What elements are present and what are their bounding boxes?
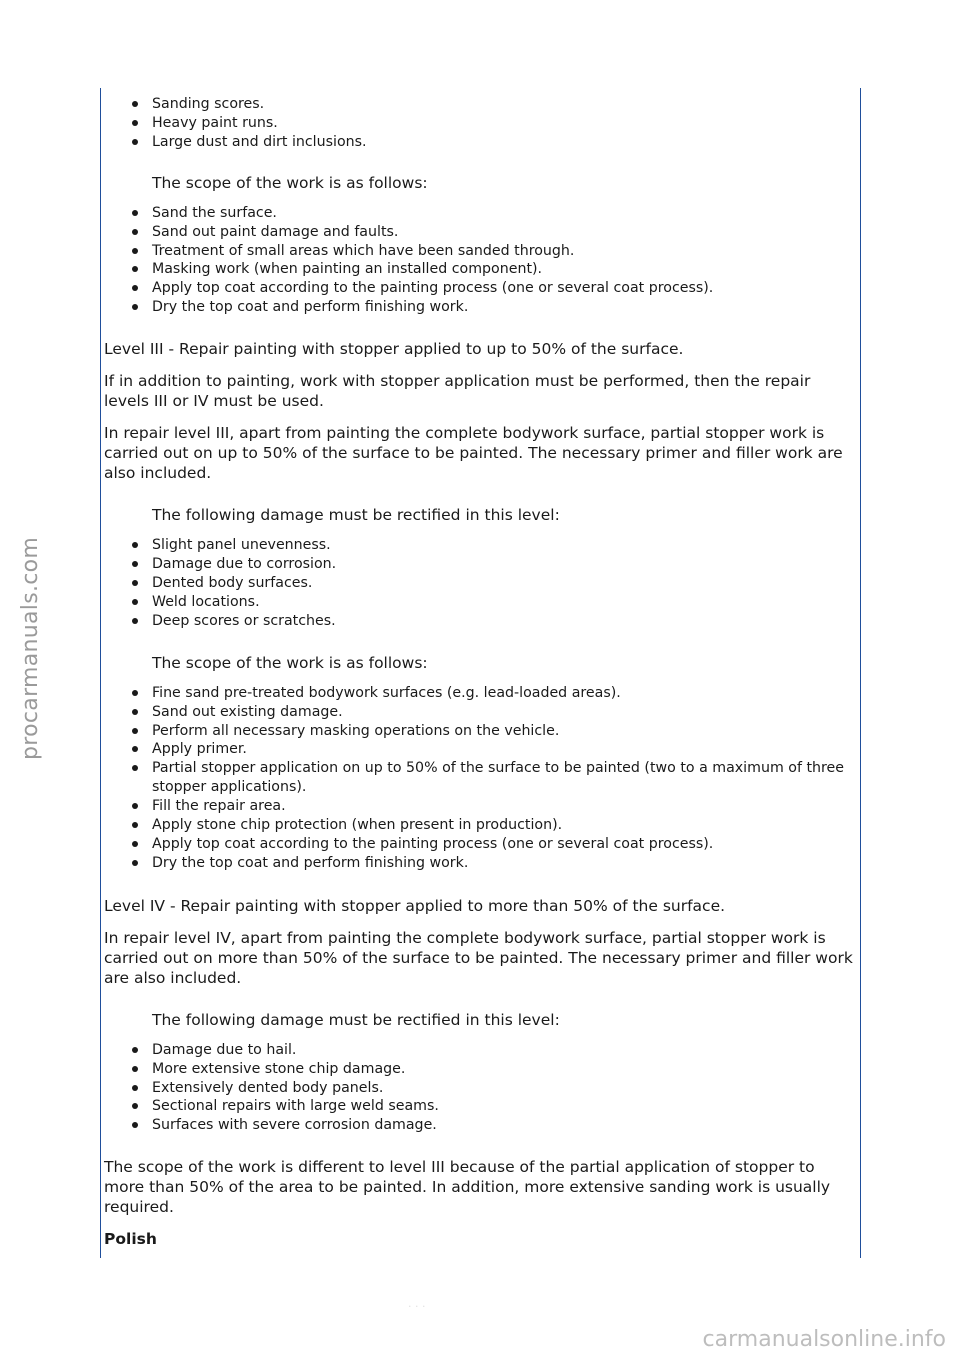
list-item: Sand out existing damage.: [152, 703, 856, 722]
list-item: Dry the top coat and perform finishing work.: [152, 854, 856, 873]
list-item: Apply stone chip protection (when present in production).: [152, 816, 856, 835]
list-item: More extensive stone chip damage.: [152, 1060, 856, 1079]
list-item: Apply primer.: [152, 740, 856, 759]
list-item: Masking work (when painting an installed component).: [152, 260, 856, 279]
damage-heading: The following damage must be rectified in this level:: [152, 1010, 560, 1029]
level-iii-title: Level III - Repair painting with stopper applied to up to 50% of the surface.: [104, 340, 684, 359]
damage-list: [104, 1041, 856, 1136]
damage-heading: The following damage must be rectified in this level:: [152, 506, 560, 525]
list-item: Sand out paint damage and faults.: [152, 223, 856, 242]
list-item: Weld locations.: [152, 593, 856, 612]
side-watermark: procarmanuals.com: [18, 536, 43, 760]
paragraph: If in addition to painting, work with stopper application must be performed, then the repair levels III or IV must be used.: [104, 372, 811, 411]
list-item: Damage due to corrosion.: [152, 555, 856, 574]
list-item: Sand the surface.: [152, 204, 856, 223]
footer-watermark: carmanualsonline.info: [702, 1327, 946, 1352]
list-item: Dented body surfaces.: [152, 574, 856, 593]
scope-heading: The scope of the work is as follows:: [152, 653, 428, 672]
list-item: Apply top coat according to the painting process (one or several coat process).: [152, 835, 856, 854]
scope-heading: The scope of the work is as follows:: [152, 173, 428, 192]
list-item: Fine sand pre-treated bodywork surfaces (e.g. lead-loaded areas).: [152, 684, 856, 703]
paragraph: In repair level IV, apart from painting the complete bodywork surface, partial stopper work is carried out on more than 50% of the surface to be painted. The necessary primer and filler work are also included.: [104, 928, 853, 987]
list-item: Apply top coat according to the painting process (one or several coat process).: [152, 279, 856, 298]
list-item: Fill the repair area.: [152, 797, 856, 816]
list-item: Extensively dented body panels.: [152, 1079, 856, 1098]
list-item: Slight panel unevenness.: [152, 536, 856, 555]
scope-list: [104, 204, 856, 317]
list-item: Deep scores or scratches.: [152, 612, 856, 631]
paragraph: In repair level III, apart from painting the complete bodywork surface, partial stopper work is carried out on up to 50% of the surface to be painted. The necessary primer and filler work are also included.: [104, 424, 843, 483]
document-body: [104, 93, 856, 1249]
list-item: Damage due to hail.: [152, 1041, 856, 1060]
list-item: Sectional repairs with large weld seams.: [152, 1097, 856, 1116]
list-item: Treatment of small areas which have been sanded through.: [152, 242, 856, 261]
list-item: Sanding scores.: [152, 95, 856, 114]
damage-list: [104, 536, 856, 631]
faults-list: [104, 95, 856, 152]
list-item: Perform all necessary masking operations on the vehicle.: [152, 722, 856, 741]
list-item: Surfaces with severe corrosion damage.: [152, 1116, 856, 1135]
page-number-faint: · · ·: [408, 1300, 426, 1313]
list-item: Large dust and dirt inclusions.: [152, 133, 856, 152]
list-item: Dry the top coat and perform finishing work.: [152, 298, 856, 317]
level-iv-title: Level IV - Repair painting with stopper applied to more than 50% of the surface.: [104, 896, 726, 915]
scope-list: [104, 684, 856, 873]
polish-heading: Polish: [104, 1230, 157, 1249]
list-item: Heavy paint runs.: [152, 114, 856, 133]
paragraph: The scope of the work is different to level III because of the partial application of stopper to more than 50% of the area to be painted. In addition, more extensive sanding work is usually required.: [104, 1158, 831, 1217]
list-item: Partial stopper application on up to 50% of the surface to be painted (two to a maximum of three stopper applications).: [152, 759, 856, 797]
